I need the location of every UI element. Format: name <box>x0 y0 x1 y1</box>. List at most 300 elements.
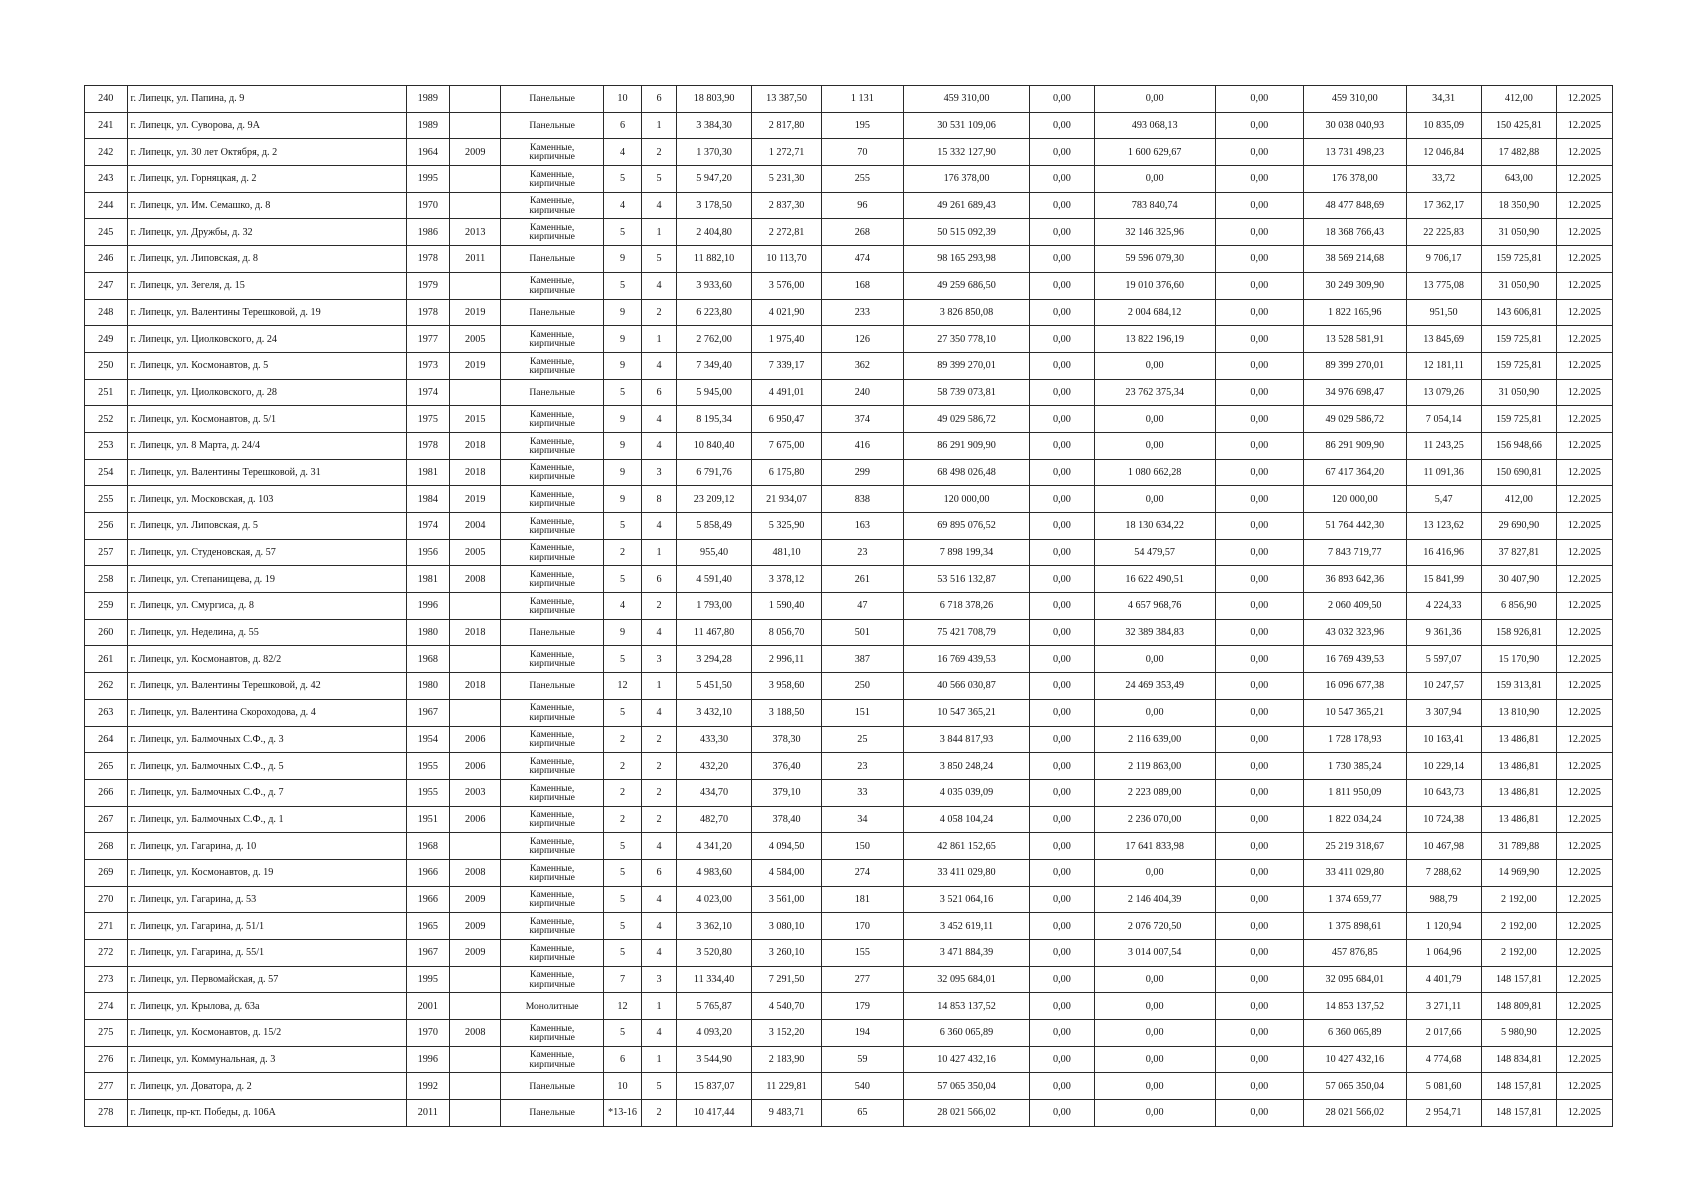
amount-cell-b: 0,00 <box>1094 432 1215 459</box>
table-row <box>85 539 1613 566</box>
floors-cell: 5 <box>603 646 641 673</box>
deadline-cell: 12.2025 <box>1557 166 1613 193</box>
address-cell: г. Липецк, ул. 30 лет Октября, д. 2 <box>127 139 406 166</box>
cost-total-cell: 49 259 686,50 <box>903 272 1030 299</box>
deadline-cell: 12.2025 <box>1557 513 1613 540</box>
area-total-cell: 4 023,00 <box>676 886 751 913</box>
year-built-cell: 1956 <box>406 539 450 566</box>
deadline-cell: 12.2025 <box>1557 779 1613 806</box>
entrances-cell: 4 <box>642 272 677 299</box>
amount-cell-d: 6 360 065,89 <box>1304 1020 1407 1047</box>
deadline-cell: 12.2025 <box>1557 913 1613 940</box>
amount-cell-a: 0,00 <box>1030 593 1094 620</box>
floors-cell: 2 <box>603 753 641 780</box>
amount-cell-b: 24 469 353,49 <box>1094 673 1215 700</box>
wall-material-cell: Каменные, кирпичные <box>501 699 604 726</box>
amount-cell-c: 0,00 <box>1215 940 1303 967</box>
deadline-cell: 12.2025 <box>1557 379 1613 406</box>
amount-cell-c: 0,00 <box>1215 1100 1303 1127</box>
entrances-cell: 4 <box>642 406 677 433</box>
amount-cell-c: 0,00 <box>1215 513 1303 540</box>
amount-cell-c: 0,00 <box>1215 726 1303 753</box>
amount-cell-a: 0,00 <box>1030 753 1094 780</box>
row-number-cell: 261 <box>85 646 128 673</box>
row-number-cell: 257 <box>85 539 128 566</box>
amount-cell-a: 0,00 <box>1030 726 1094 753</box>
unit-limit-cell: 148 809,81 <box>1481 993 1556 1020</box>
address-cell: г. Липецк, ул. Степанищева, д. 19 <box>127 566 406 593</box>
area-living-cell: 3 080,10 <box>752 913 822 940</box>
deadline-cell: 12.2025 <box>1557 326 1613 353</box>
amount-cell-c: 0,00 <box>1215 1046 1303 1073</box>
wall-material-cell: Панельные <box>501 1100 604 1127</box>
wall-material-cell: Панельные <box>501 619 604 646</box>
table-row <box>85 966 1613 993</box>
area-living-cell: 7 675,00 <box>752 432 822 459</box>
year-overhaul-cell: 2011 <box>450 246 501 273</box>
deadline-cell: 12.2025 <box>1557 619 1613 646</box>
amount-cell-b: 32 389 384,83 <box>1094 619 1215 646</box>
unit-cost-cell: 1 064,96 <box>1406 940 1481 967</box>
amount-cell-c: 0,00 <box>1215 1073 1303 1100</box>
entrances-cell: 2 <box>642 593 677 620</box>
wall-material-cell: Панельные <box>501 299 604 326</box>
floors-cell: 9 <box>603 246 641 273</box>
amount-cell-a: 0,00 <box>1030 86 1094 113</box>
entrances-cell: 5 <box>642 1073 677 1100</box>
area-total-cell: 3 294,28 <box>676 646 751 673</box>
area-living-cell: 3 958,60 <box>752 673 822 700</box>
row-number-cell: 258 <box>85 566 128 593</box>
area-living-cell: 21 934,07 <box>752 486 822 513</box>
floors-cell: 5 <box>603 272 641 299</box>
unit-cost-cell: 7 054,14 <box>1406 406 1481 433</box>
floors-cell: 5 <box>603 566 641 593</box>
unit-limit-cell: 15 170,90 <box>1481 646 1556 673</box>
deadline-cell: 12.2025 <box>1557 406 1613 433</box>
year-built-cell: 1995 <box>406 966 450 993</box>
cost-total-cell: 3 452 619,11 <box>903 913 1030 940</box>
unit-limit-cell: 412,00 <box>1481 86 1556 113</box>
row-number-cell: 254 <box>85 459 128 486</box>
amount-cell-b: 0,00 <box>1094 86 1215 113</box>
amount-cell-d: 7 843 719,77 <box>1304 539 1407 566</box>
row-number-cell: 264 <box>85 726 128 753</box>
area-living-cell: 7 291,50 <box>752 966 822 993</box>
row-number-cell: 277 <box>85 1073 128 1100</box>
address-cell: г. Липецк, ул. Московская, д. 103 <box>127 486 406 513</box>
year-built-cell: 1989 <box>406 86 450 113</box>
area-living-cell: 3 260,10 <box>752 940 822 967</box>
floors-cell: 5 <box>603 513 641 540</box>
row-number-cell: 265 <box>85 753 128 780</box>
amount-cell-c: 0,00 <box>1215 219 1303 246</box>
amount-cell-d: 32 095 684,01 <box>1304 966 1407 993</box>
amount-cell-c: 0,00 <box>1215 673 1303 700</box>
entrances-cell: 2 <box>642 753 677 780</box>
wall-material-cell: Каменные, кирпичные <box>501 566 604 593</box>
amount-cell-c: 0,00 <box>1215 646 1303 673</box>
area-total-cell: 4 591,40 <box>676 566 751 593</box>
cost-total-cell: 75 421 708,79 <box>903 619 1030 646</box>
area-total-cell: 23 209,12 <box>676 486 751 513</box>
amount-cell-a: 0,00 <box>1030 966 1094 993</box>
table-row <box>85 166 1613 193</box>
area-living-cell: 6 175,80 <box>752 459 822 486</box>
amount-cell-c: 0,00 <box>1215 326 1303 353</box>
amount-cell-d: 25 219 318,67 <box>1304 833 1407 860</box>
amount-cell-d: 43 032 323,96 <box>1304 619 1407 646</box>
residents-cell: 170 <box>821 913 903 940</box>
amount-cell-c: 0,00 <box>1215 486 1303 513</box>
address-cell: г. Липецк, ул. Коммунальная, д. 3 <box>127 1046 406 1073</box>
row-number-cell: 250 <box>85 352 128 379</box>
wall-material-cell: Каменные, кирпичные <box>501 459 604 486</box>
year-overhaul-cell: 2019 <box>450 486 501 513</box>
amount-cell-b: 0,00 <box>1094 966 1215 993</box>
year-overhaul-cell: 2006 <box>450 806 501 833</box>
amount-cell-b: 16 622 490,51 <box>1094 566 1215 593</box>
unit-limit-cell: 148 157,81 <box>1481 1073 1556 1100</box>
floors-cell: 6 <box>603 112 641 139</box>
unit-cost-cell: 5 081,60 <box>1406 1073 1481 1100</box>
year-built-cell: 1974 <box>406 379 450 406</box>
entrances-cell: 3 <box>642 966 677 993</box>
amount-cell-b: 0,00 <box>1094 352 1215 379</box>
entrances-cell: 4 <box>642 699 677 726</box>
amount-cell-c: 0,00 <box>1215 566 1303 593</box>
residents-cell: 268 <box>821 219 903 246</box>
floors-cell: 4 <box>603 593 641 620</box>
amount-cell-d: 1 728 178,93 <box>1304 726 1407 753</box>
table-body <box>85 86 1613 1127</box>
unit-limit-cell: 31 050,90 <box>1481 219 1556 246</box>
unit-cost-cell: 2 017,66 <box>1406 1020 1481 1047</box>
wall-material-cell: Каменные, кирпичные <box>501 139 604 166</box>
amount-cell-a: 0,00 <box>1030 1020 1094 1047</box>
amount-cell-b: 2 236 070,00 <box>1094 806 1215 833</box>
unit-cost-cell: 12 181,11 <box>1406 352 1481 379</box>
amount-cell-c: 0,00 <box>1215 913 1303 940</box>
year-built-cell: 1966 <box>406 859 450 886</box>
area-total-cell: 2 404,80 <box>676 219 751 246</box>
area-total-cell: 8 195,34 <box>676 406 751 433</box>
wall-material-cell: Каменные, кирпичные <box>501 192 604 219</box>
deadline-cell: 12.2025 <box>1557 86 1613 113</box>
area-total-cell: 2 762,00 <box>676 326 751 353</box>
deadline-cell: 12.2025 <box>1557 219 1613 246</box>
wall-material-cell: Панельные <box>501 379 604 406</box>
year-overhaul-cell: 2003 <box>450 779 501 806</box>
year-built-cell: 1986 <box>406 219 450 246</box>
table-row <box>85 406 1613 433</box>
unit-limit-cell: 159 725,81 <box>1481 406 1556 433</box>
unit-limit-cell: 143 606,81 <box>1481 299 1556 326</box>
row-number-cell: 273 <box>85 966 128 993</box>
wall-material-cell: Каменные, кирпичные <box>501 166 604 193</box>
unit-limit-cell: 14 969,90 <box>1481 859 1556 886</box>
area-total-cell: 5 765,87 <box>676 993 751 1020</box>
address-cell: г. Липецк, ул. Дружбы, д. 32 <box>127 219 406 246</box>
unit-limit-cell: 18 350,90 <box>1481 192 1556 219</box>
area-total-cell: 1 370,30 <box>676 139 751 166</box>
wall-material-cell: Каменные, кирпичные <box>501 833 604 860</box>
table-row <box>85 192 1613 219</box>
residents-cell: 195 <box>821 112 903 139</box>
deadline-cell: 12.2025 <box>1557 112 1613 139</box>
year-overhaul-cell: 2005 <box>450 326 501 353</box>
amount-cell-d: 1 374 659,77 <box>1304 886 1407 913</box>
year-built-cell: 1954 <box>406 726 450 753</box>
unit-cost-cell: 10 724,38 <box>1406 806 1481 833</box>
address-cell: г. Липецк, ул. Горняцкая, д. 2 <box>127 166 406 193</box>
deadline-cell: 12.2025 <box>1557 139 1613 166</box>
floors-cell: 9 <box>603 299 641 326</box>
unit-cost-cell: 951,50 <box>1406 299 1481 326</box>
row-number-cell: 272 <box>85 940 128 967</box>
amount-cell-d: 13 528 581,91 <box>1304 326 1407 353</box>
residents-cell: 163 <box>821 513 903 540</box>
unit-limit-cell: 643,00 <box>1481 166 1556 193</box>
deadline-cell: 12.2025 <box>1557 1100 1613 1127</box>
cost-total-cell: 68 498 026,48 <box>903 459 1030 486</box>
area-total-cell: 6 223,80 <box>676 299 751 326</box>
amount-cell-a: 0,00 <box>1030 246 1094 273</box>
amount-cell-b: 17 641 833,98 <box>1094 833 1215 860</box>
unit-limit-cell: 159 725,81 <box>1481 246 1556 273</box>
area-living-cell: 2 996,11 <box>752 646 822 673</box>
year-built-cell: 1955 <box>406 779 450 806</box>
area-total-cell: 4 341,20 <box>676 833 751 860</box>
unit-limit-cell: 13 486,81 <box>1481 779 1556 806</box>
unit-cost-cell: 11 091,36 <box>1406 459 1481 486</box>
wall-material-cell: Каменные, кирпичные <box>501 1020 604 1047</box>
cost-total-cell: 4 058 104,24 <box>903 806 1030 833</box>
amount-cell-c: 0,00 <box>1215 779 1303 806</box>
amount-cell-c: 0,00 <box>1215 406 1303 433</box>
amount-cell-a: 0,00 <box>1030 1100 1094 1127</box>
year-built-cell: 2011 <box>406 1100 450 1127</box>
area-living-cell: 13 387,50 <box>752 86 822 113</box>
deadline-cell: 12.2025 <box>1557 566 1613 593</box>
cost-total-cell: 14 853 137,52 <box>903 993 1030 1020</box>
year-built-cell: 1955 <box>406 753 450 780</box>
row-number-cell: 244 <box>85 192 128 219</box>
unit-cost-cell: 4 774,68 <box>1406 1046 1481 1073</box>
residents-cell: 34 <box>821 806 903 833</box>
amount-cell-a: 0,00 <box>1030 299 1094 326</box>
table-row <box>85 753 1613 780</box>
address-cell: г. Липецк, ул. Валентины Терешковой, д. 31 <box>127 459 406 486</box>
amount-cell-c: 0,00 <box>1215 539 1303 566</box>
entrances-cell: 1 <box>642 1046 677 1073</box>
residents-cell: 194 <box>821 1020 903 1047</box>
year-built-cell: 1967 <box>406 940 450 967</box>
amount-cell-a: 0,00 <box>1030 272 1094 299</box>
residents-cell: 540 <box>821 1073 903 1100</box>
area-living-cell: 9 483,71 <box>752 1100 822 1127</box>
table-row <box>85 1100 1613 1127</box>
amount-cell-c: 0,00 <box>1215 1020 1303 1047</box>
deadline-cell: 12.2025 <box>1557 726 1613 753</box>
cost-total-cell: 49 261 689,43 <box>903 192 1030 219</box>
amount-cell-b: 0,00 <box>1094 859 1215 886</box>
year-built-cell: 1967 <box>406 699 450 726</box>
year-built-cell: 1978 <box>406 246 450 273</box>
unit-limit-cell: 6 856,90 <box>1481 593 1556 620</box>
unit-cost-cell: 9 706,17 <box>1406 246 1481 273</box>
amount-cell-d: 13 731 498,23 <box>1304 139 1407 166</box>
year-overhaul-cell: 2004 <box>450 513 501 540</box>
amount-cell-d: 1 811 950,09 <box>1304 779 1407 806</box>
area-total-cell: 11 467,80 <box>676 619 751 646</box>
table-row <box>85 1020 1613 1047</box>
area-total-cell: 11 882,10 <box>676 246 751 273</box>
housing-register-table <box>84 85 1613 1127</box>
amount-cell-d: 30 038 040,93 <box>1304 112 1407 139</box>
entrances-cell: 2 <box>642 299 677 326</box>
area-total-cell: 3 520,80 <box>676 940 751 967</box>
amount-cell-b: 783 840,74 <box>1094 192 1215 219</box>
deadline-cell: 12.2025 <box>1557 940 1613 967</box>
floors-cell: 2 <box>603 726 641 753</box>
amount-cell-c: 0,00 <box>1215 379 1303 406</box>
floors-cell: 5 <box>603 1020 641 1047</box>
area-living-cell: 379,10 <box>752 779 822 806</box>
unit-limit-cell: 150 690,81 <box>1481 459 1556 486</box>
entrances-cell: 4 <box>642 619 677 646</box>
residents-cell: 1 131 <box>821 86 903 113</box>
table-row <box>85 139 1613 166</box>
amount-cell-a: 0,00 <box>1030 646 1094 673</box>
amount-cell-d: 48 477 848,69 <box>1304 192 1407 219</box>
address-cell: г. Липецк, ул. Липовская, д. 8 <box>127 246 406 273</box>
amount-cell-a: 0,00 <box>1030 1073 1094 1100</box>
deadline-cell: 12.2025 <box>1557 192 1613 219</box>
area-living-cell: 4 021,90 <box>752 299 822 326</box>
year-overhaul-cell: 2006 <box>450 753 501 780</box>
table-row <box>85 299 1613 326</box>
entrances-cell: 4 <box>642 513 677 540</box>
year-built-cell: 1970 <box>406 1020 450 1047</box>
entrances-cell: 1 <box>642 219 677 246</box>
amount-cell-c: 0,00 <box>1215 166 1303 193</box>
entrances-cell: 6 <box>642 379 677 406</box>
unit-cost-cell: 2 954,71 <box>1406 1100 1481 1127</box>
wall-material-cell: Каменные, кирпичные <box>501 539 604 566</box>
amount-cell-d: 86 291 909,90 <box>1304 432 1407 459</box>
amount-cell-a: 0,00 <box>1030 459 1094 486</box>
amount-cell-b: 2 146 404,39 <box>1094 886 1215 913</box>
address-cell: г. Липецк, ул. Неделина, д. 55 <box>127 619 406 646</box>
floors-cell: 5 <box>603 219 641 246</box>
address-cell: г. Липецк, ул. Смургиса, д. 8 <box>127 593 406 620</box>
unit-cost-cell: 15 841,99 <box>1406 566 1481 593</box>
floors-cell: 6 <box>603 1046 641 1073</box>
unit-limit-cell: 148 157,81 <box>1481 966 1556 993</box>
wall-material-cell: Каменные, кирпичные <box>501 486 604 513</box>
year-overhaul-cell: 2015 <box>450 406 501 433</box>
year-overhaul-cell: 2008 <box>450 1020 501 1047</box>
row-number-cell: 247 <box>85 272 128 299</box>
amount-cell-a: 0,00 <box>1030 432 1094 459</box>
address-cell: г. Липецк, ул. Доватора, д. 2 <box>127 1073 406 1100</box>
floors-cell: 9 <box>603 406 641 433</box>
row-number-cell: 266 <box>85 779 128 806</box>
floors-cell: 9 <box>603 432 641 459</box>
unit-limit-cell: 31 050,90 <box>1481 379 1556 406</box>
area-living-cell: 378,40 <box>752 806 822 833</box>
wall-material-cell: Панельные <box>501 246 604 273</box>
cost-total-cell: 16 769 439,53 <box>903 646 1030 673</box>
table-row <box>85 699 1613 726</box>
residents-cell: 70 <box>821 139 903 166</box>
cost-total-cell: 40 566 030,87 <box>903 673 1030 700</box>
floors-cell: 10 <box>603 86 641 113</box>
year-built-cell: 1970 <box>406 192 450 219</box>
unit-limit-cell: 150 425,81 <box>1481 112 1556 139</box>
unit-limit-cell: 31 050,90 <box>1481 272 1556 299</box>
residents-cell: 59 <box>821 1046 903 1073</box>
table-row <box>85 219 1613 246</box>
cost-total-cell: 27 350 778,10 <box>903 326 1030 353</box>
area-total-cell: 482,70 <box>676 806 751 833</box>
unit-cost-cell: 10 229,14 <box>1406 753 1481 780</box>
amount-cell-d: 120 000,00 <box>1304 486 1407 513</box>
cost-total-cell: 10 547 365,21 <box>903 699 1030 726</box>
amount-cell-b: 0,00 <box>1094 646 1215 673</box>
amount-cell-b: 2 223 089,00 <box>1094 779 1215 806</box>
area-living-cell: 3 152,20 <box>752 1020 822 1047</box>
entrances-cell: 3 <box>642 459 677 486</box>
residents-cell: 387 <box>821 646 903 673</box>
area-living-cell: 376,40 <box>752 753 822 780</box>
floors-cell: 7 <box>603 966 641 993</box>
table-row <box>85 993 1613 1020</box>
wall-material-cell: Каменные, кирпичные <box>501 940 604 967</box>
residents-cell: 33 <box>821 779 903 806</box>
amount-cell-c: 0,00 <box>1215 966 1303 993</box>
amount-cell-a: 0,00 <box>1030 513 1094 540</box>
amount-cell-d: 457 876,85 <box>1304 940 1407 967</box>
floors-cell: 5 <box>603 859 641 886</box>
amount-cell-a: 0,00 <box>1030 779 1094 806</box>
entrances-cell: 5 <box>642 246 677 273</box>
year-overhaul-cell <box>450 646 501 673</box>
row-number-cell: 240 <box>85 86 128 113</box>
address-cell: г. Липецк, ул. Гагарина, д. 53 <box>127 886 406 913</box>
table-row <box>85 833 1613 860</box>
area-living-cell: 7 339,17 <box>752 352 822 379</box>
floors-cell: 5 <box>603 379 641 406</box>
area-total-cell: 432,20 <box>676 753 751 780</box>
wall-material-cell: Каменные, кирпичные <box>501 406 604 433</box>
wall-material-cell: Каменные, кирпичные <box>501 859 604 886</box>
row-number-cell: 249 <box>85 326 128 353</box>
amount-cell-d: 36 893 642,36 <box>1304 566 1407 593</box>
year-overhaul-cell <box>450 166 501 193</box>
amount-cell-c: 0,00 <box>1215 806 1303 833</box>
cost-total-cell: 28 021 566,02 <box>903 1100 1030 1127</box>
amount-cell-c: 0,00 <box>1215 753 1303 780</box>
area-total-cell: 7 349,40 <box>676 352 751 379</box>
year-overhaul-cell <box>450 1073 501 1100</box>
amount-cell-a: 0,00 <box>1030 406 1094 433</box>
residents-cell: 23 <box>821 753 903 780</box>
amount-cell-c: 0,00 <box>1215 139 1303 166</box>
row-number-cell: 276 <box>85 1046 128 1073</box>
year-overhaul-cell <box>450 966 501 993</box>
